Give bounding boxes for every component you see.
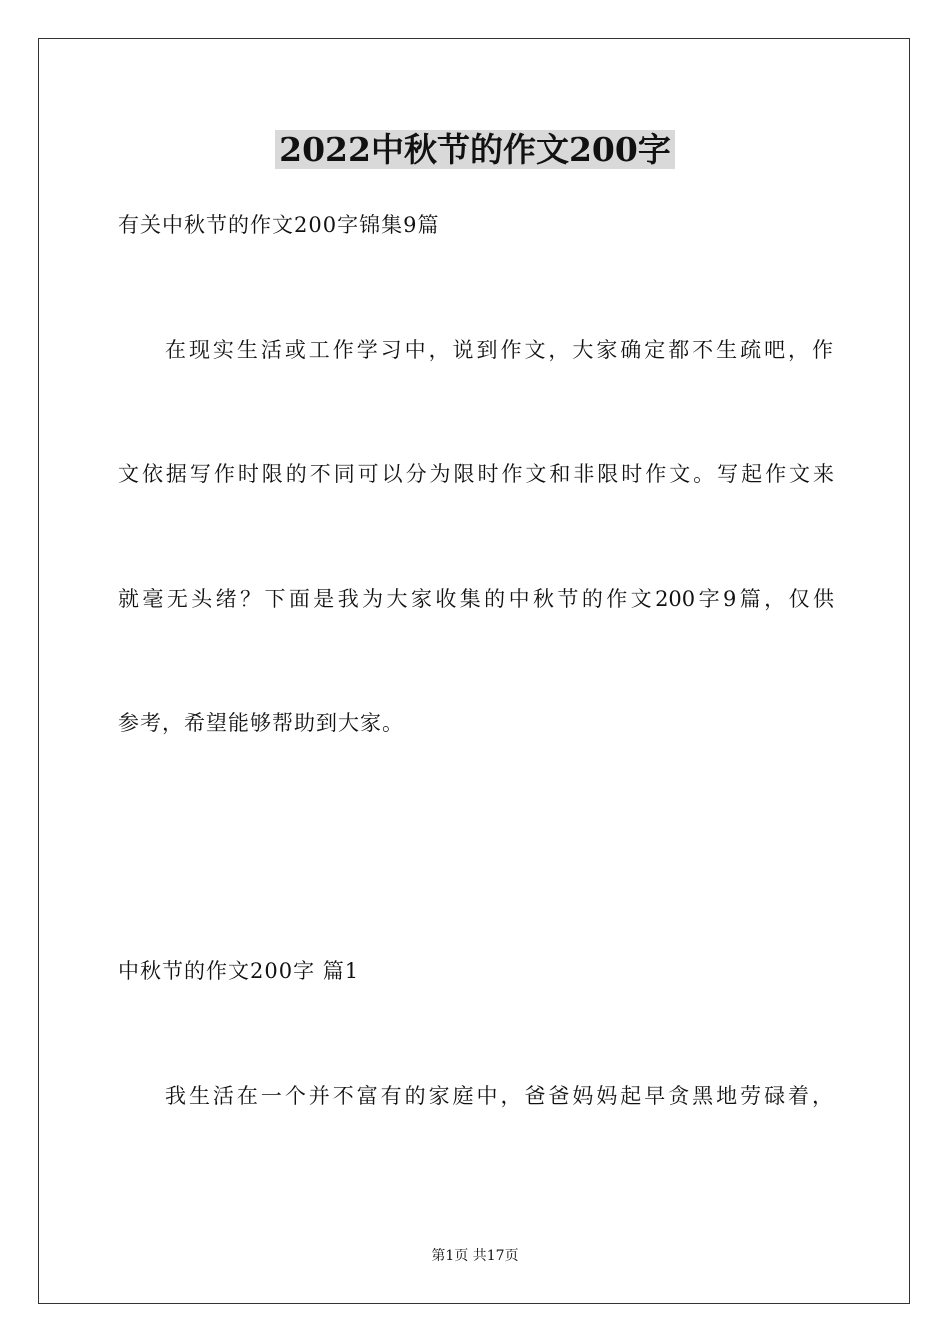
page-footer: 第1页 共17页 — [431, 1248, 519, 1264]
intro-line-1: 在现实生活或工作学习中，说到作文，大家确定都不生疏吧，作 — [165, 338, 833, 362]
section-line-1: 我生活在一个并不富有的家庭中，爸爸妈妈起早贪黑地劳碌着， — [165, 1084, 833, 1108]
intro-line-2: 文依据写作时限的不同可以分为限时作文和非限时作文。写起作文来 — [118, 462, 834, 486]
intro-line-4: 参考，希望能够帮助到大家。 — [118, 711, 404, 735]
intro-line-3: 就毫无头绪？下面是我为大家收集的中秋节的作文200字9篇，仅供 — [118, 587, 834, 611]
document-title — [0, 126, 950, 174]
document-title-text: 2022中秋节的作文200字 — [275, 130, 675, 169]
section-heading: 中秋节的作文200字 篇1 — [118, 959, 360, 983]
document-subtitle: 有关中秋节的作文200字锦集9篇 — [118, 213, 440, 237]
